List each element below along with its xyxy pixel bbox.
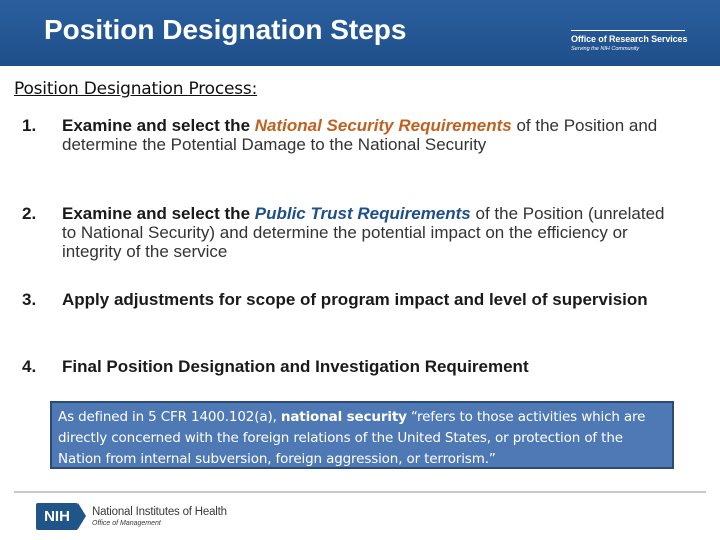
step-lead: Examine and select the — [62, 204, 255, 223]
callout-lead: As defined in 5 CFR 1400.102(a), — [58, 409, 281, 425]
definition-callout — [50, 401, 674, 469]
step-number: 3. — [22, 290, 37, 309]
section-heading: Position Designation Process: — [14, 79, 258, 99]
logo-main-text: Office of Research Services — [571, 34, 688, 44]
callout-bold: national security — [280, 409, 407, 425]
footer-divider — [14, 491, 706, 493]
step-text: Apply adjustments for scope of program impact and level of supervision — [62, 290, 648, 309]
page-title: Position Designation Steps — [44, 14, 407, 45]
step-number: 2. — [22, 204, 37, 223]
step-text — [62, 204, 682, 261]
header-bar — [0, 0, 720, 66]
step-rest: of the Position and determine the Potential Damage to the National Security — [62, 116, 658, 154]
step-rest: of the Position (unrelated to National Security) and determine the potential impact on the efficiency or integrity of the service — [62, 204, 665, 261]
step-text: Final Position Designation and Investigation Requirement — [62, 357, 529, 376]
step-emphasis: National Security Requirements — [254, 116, 512, 135]
step-emphasis: Public Trust Requirements — [254, 204, 471, 223]
step-text — [62, 116, 682, 154]
step-lead: Examine and select the — [62, 116, 255, 135]
logo-rule — [571, 30, 685, 31]
logo-sub-text: Serving the NIH Community — [571, 46, 640, 52]
step-number: 4. — [22, 357, 37, 376]
nih-logo-badge: NIH — [36, 503, 78, 530]
nih-name: National Institutes of Health — [92, 506, 227, 518]
ors-logo — [571, 30, 689, 53]
nih-office: Office of Management — [92, 520, 161, 527]
step-number: 1. — [22, 116, 37, 135]
callout-rest: “refers to those activities which are directly concerned with the foreign relations of the United States, or protection of the Nation from internal subversion, foreign aggression, or terrorism.” — [58, 409, 646, 467]
